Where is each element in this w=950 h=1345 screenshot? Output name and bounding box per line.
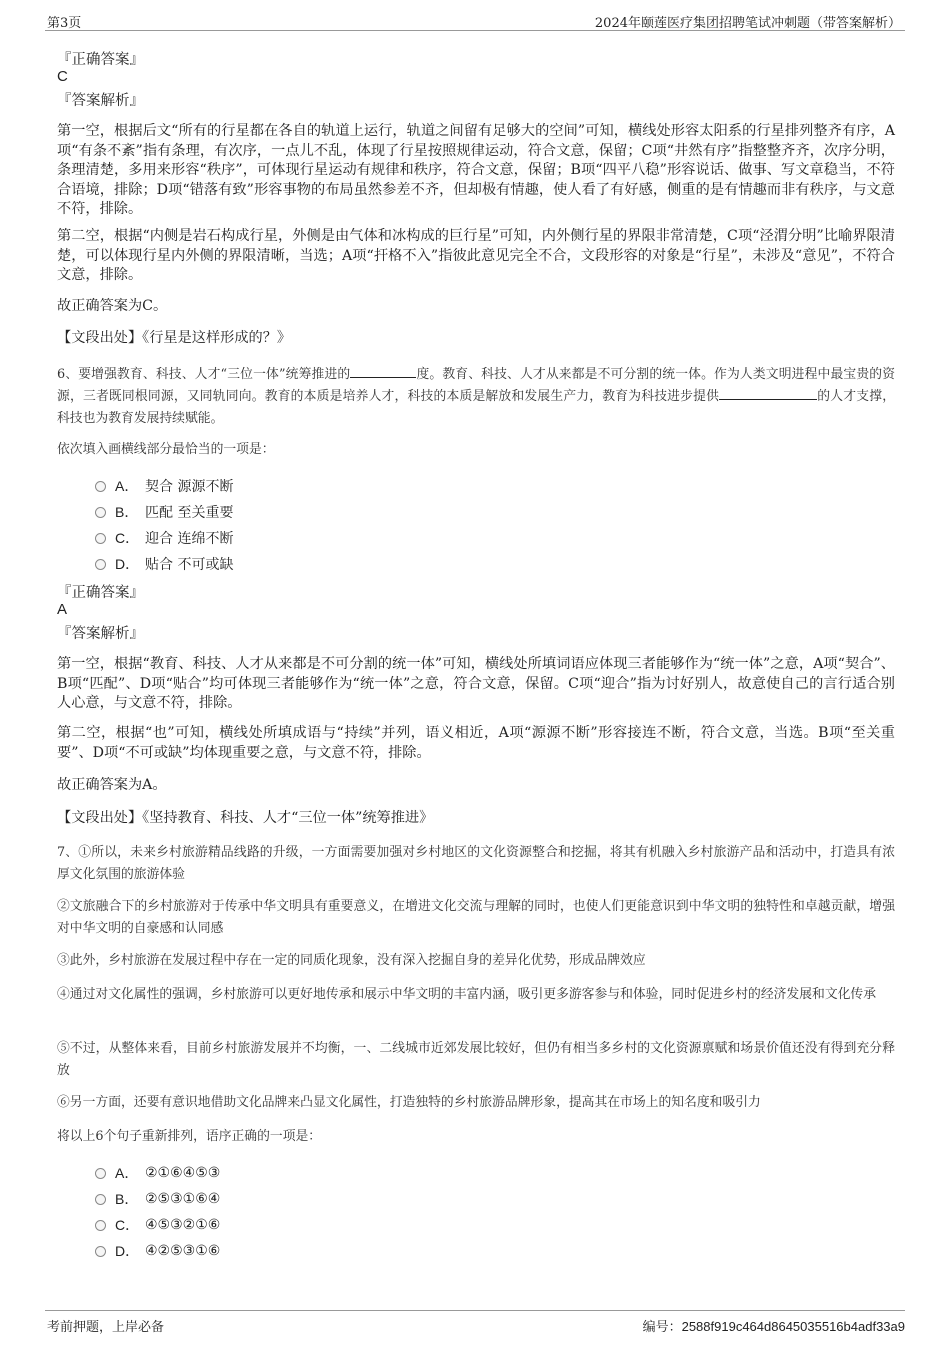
q6-stem (57, 364, 895, 430)
q6-conclusion: 故正确答案为A。 (57, 777, 167, 793)
option-text: ④②⑤③①⑥ (145, 1243, 221, 1259)
footer-code-label: 编号： (642, 1320, 682, 1335)
q6-correct-answer-label: 『正确答案』 (57, 585, 144, 601)
radio-icon[interactable] (95, 1246, 106, 1257)
q7-sentence-2: ②文旅融合下的乡村旅游对于传承中华文明具有重要意义，在增进文化交流与理解的同时，也使人们更能意识到中华文明的独特性和卓越贡献，增强对中华文明的自豪感和认同感 (57, 899, 895, 936)
option-key: A． (115, 478, 139, 494)
option-text: ②①⑥④⑤③ (145, 1165, 221, 1181)
q7-option-b[interactable] (95, 1189, 220, 1209)
radio-icon[interactable] (95, 1220, 106, 1231)
q5-analysis-para1: 第一空，根据后文“所有的行星都在各自的轨道上运行，轨道之间留有足够大的空间”可知，横线处形容太阳系的行星排列整齐有序，A项“有条不紊”指有条理，有次序，一点儿不乱，体现了行星按照规律运动，符合文意，保留；C项“井然有序”指整整齐齐，次序分明，条理清楚，多用来形容“秩序”，可体现行星运动有规律和秩序，符合文意，保留；B项“四平八稳”形容说话、做事、写文章稳当，不符合语境，排除；D项“错落有致”形容事物的布局虽然参差不齐，但却极有情趣，使人看了有好感，侧重的是有情趣而非有秩序，与文意不符，排除。 (57, 123, 895, 217)
q6-blank-2 (719, 387, 817, 400)
footer-code-value: 2588f919c464d8645035516b4adf33a9 (681, 1319, 905, 1334)
radio-icon[interactable] (95, 559, 106, 570)
page-footer (45, 1310, 905, 1341)
q6-answer: A (57, 601, 68, 618)
q6-stem-part2: 度。教育、科技、人才从来都是不可分割的统一体。作为人类文明进程中最宝贵的资源，三者既同根同源，又同轨同向。教育的本质是培养人才，科技的本质是解放和发展生产力，教育为科技进步提供 (57, 367, 895, 404)
q5-conclusion: 故正确答案为C。 (57, 298, 168, 314)
radio-icon[interactable] (95, 481, 106, 492)
q5-source (57, 329, 895, 349)
option-key: D． (115, 556, 140, 572)
q6-analysis-para1: 第一空，根据“教育、科技、人才从来都是不可分割的统一体”可知，横线处所填词语应体现三者能够作为“统一体”之意，A项“契合”、B项“匹配”、D项“贴合”均可体现三者能够作为“统一体”之意，符合文意，保留。C项“迎合”指为讨好别人，故意使自己的言行适合别人心意，与文意不符，排除。 (57, 656, 895, 711)
page-header (45, 8, 905, 31)
q6-blank-1 (350, 365, 416, 378)
option-key: C． (115, 530, 140, 546)
option-text: ②⑤③①⑥④ (145, 1191, 221, 1207)
q6-analysis-label: 『答案解析』 (57, 626, 144, 642)
option-key: B． (115, 504, 139, 520)
option-text: 贴合 不可或缺 (145, 557, 234, 573)
q5-correct-answer-label: 『正确答案』 (57, 52, 144, 68)
q5-analysis-label: 『答案解析』 (57, 93, 144, 109)
q6-stem-part3: 的人才支撑，科技也为教育发展持续赋能。 (57, 389, 896, 426)
q7-option-c[interactable] (95, 1215, 220, 1235)
footer-slogan: 考前押题，上岸必备 (47, 1320, 165, 1335)
q7-sentence-6: ⑥另一方面，还要有意识地借助文化品牌来凸显文化属性，打造独特的乡村旅游品牌形象，提高其在市场上的知名度和吸引力 (57, 1095, 761, 1110)
source-tag: 【文段出处】 (57, 810, 143, 826)
radio-icon[interactable] (95, 533, 106, 544)
q6-option-c[interactable] (95, 528, 233, 548)
q6-option-a[interactable] (95, 476, 233, 496)
q7-sentence-5: ⑤不过，从整体来看，目前乡村旅游发展并不均衡，一、二线城市近郊发展比较好，但仍有相当多乡村的文化资源禀赋和场景价值还没有得到充分释放 (57, 1041, 895, 1078)
radio-icon[interactable] (95, 507, 106, 518)
document-title: 2024年颐莲医疗集团招聘笔试冲刺题（带答案解析） (594, 16, 901, 31)
q5-analysis-para2: 第二空，根据“内侧是岩石构成行星，外侧是由气体和冰构成的巨行星”可知，内外侧行星的界限非常清楚，C项“泾渭分明”比喻界限清楚，可以体现行星内外侧的界限清晰，当选；A项“扞格不入”指彼此意见完全不合，文段形容的对象是“行星”，未涉及“意见”，不符合文意，排除。 (57, 228, 895, 283)
option-text: 契合 源源不断 (145, 479, 234, 495)
q6-option-d[interactable] (95, 554, 233, 574)
q6-source (57, 809, 895, 829)
radio-icon[interactable] (95, 1194, 106, 1205)
option-text: 迎合 连绵不断 (145, 531, 234, 547)
option-key: A． (115, 1165, 139, 1181)
q5-answer: C (57, 68, 68, 85)
q7-instruction: 将以上6个句子重新排列，语序正确的一项是： (57, 1129, 322, 1144)
q6-option-b[interactable] (95, 502, 233, 522)
q7-sentence-4: ④通过对文化属性的强调，乡村旅游可以更好地传承和展示中华文明的丰富内涵，吸引更多游客参与和体验，同时促进乡村的经济发展和文化传承 (57, 987, 876, 1002)
option-text: 匹配 至关重要 (145, 505, 234, 521)
q7-sentence-3: ③此外，乡村旅游在发展过程中存在一定的同质化现象，没有深入挖掘自身的差异化优势，形成品牌效应 (57, 953, 646, 968)
source-tag: 【文段出处】 (57, 330, 143, 346)
q7-sentence-1: 7、①所以，未来乡村旅游精品线路的升级，一方面需要加强对乡村地区的文化资源整合和挖掘，将其有机融入乡村旅游产品和活动中，打造具有浓厚文化氛围的旅游体验 (57, 845, 895, 882)
page-number: 第3页 (47, 16, 82, 31)
footer-code (643, 1316, 905, 1335)
q6-stem-part1: 6、要增强教育、科技、人才“三位一体”统筹推进的 (57, 367, 351, 382)
radio-icon[interactable] (95, 1168, 106, 1179)
q7-option-a[interactable] (95, 1163, 220, 1183)
option-key: D． (115, 1243, 140, 1259)
q6-source-title: 《坚持教育、科技、人才“三位一体”统筹推进》 (142, 810, 434, 826)
option-text: ④⑤③②①⑥ (145, 1217, 221, 1233)
q7-option-d[interactable] (95, 1241, 220, 1261)
q6-analysis-para2: 第二空，根据“也”可知，横线处所填成语与“持续”并列，语义相近，A项“源源不断”形容接连不断，符合文意，当选。B项“至关重要”、D项“不可或缺”均体现重要之意，与文意不符，排除。 (57, 725, 895, 761)
q6-instruction: 依次填入画横线部分最恰当的一项是： (57, 442, 275, 457)
option-key: C． (115, 1217, 140, 1233)
q5-source-title: 《行星是这样形成的？》 (142, 330, 292, 346)
option-key: B． (115, 1191, 139, 1207)
